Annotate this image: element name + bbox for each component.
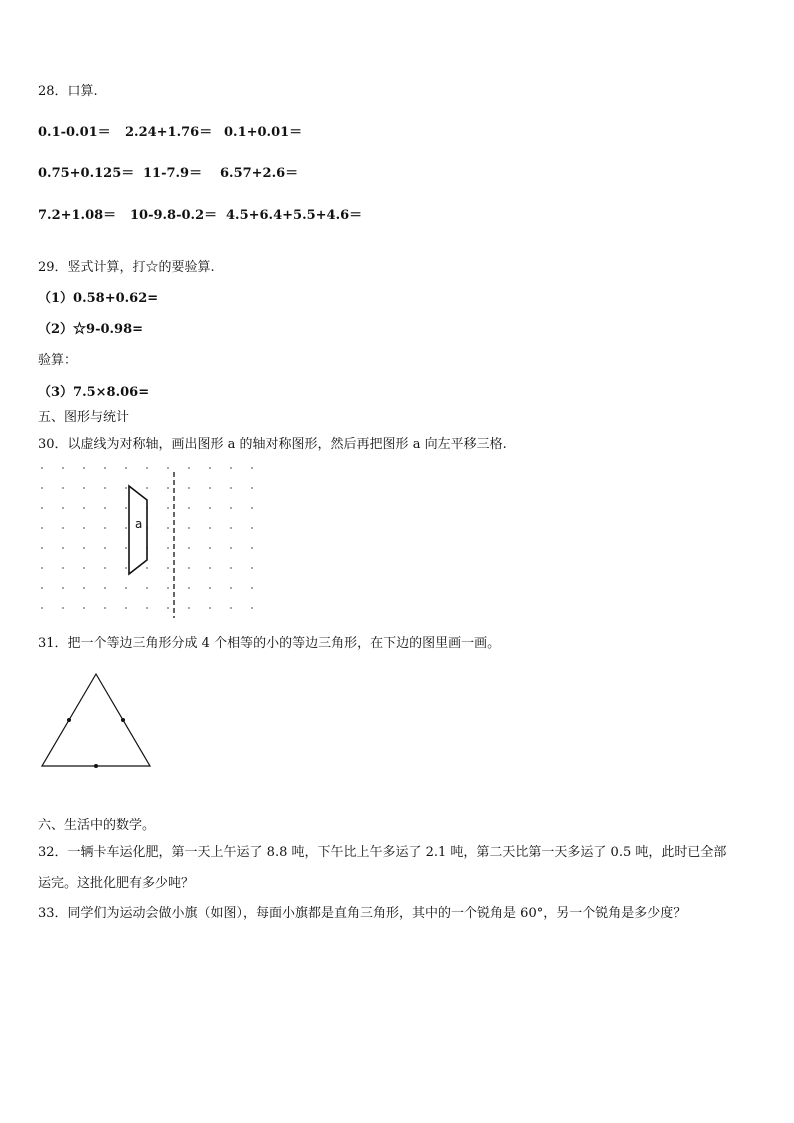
grid-dot bbox=[146, 567, 148, 569]
q29-check-label: 验算： bbox=[38, 353, 78, 368]
grid-dot bbox=[125, 487, 127, 489]
grid-dot bbox=[167, 527, 169, 529]
shape-a-label: a bbox=[135, 517, 143, 531]
grid-dot bbox=[104, 567, 106, 569]
grid-dot bbox=[41, 567, 43, 569]
section-6-heading: 六、生活中的数学。 bbox=[38, 818, 156, 833]
grid-dot bbox=[125, 567, 127, 569]
grid-dot bbox=[125, 587, 127, 589]
q28-expr: 4.5+6.4+5.5+4.6＝ bbox=[226, 208, 363, 223]
grid-dot bbox=[83, 467, 85, 469]
grid-dot bbox=[209, 507, 211, 509]
grid-dot bbox=[41, 587, 43, 589]
grid-dot bbox=[188, 587, 190, 589]
grid-dot bbox=[230, 607, 232, 609]
grid-dot bbox=[62, 567, 64, 569]
section-5-heading: 五、图形与统计 bbox=[38, 410, 130, 425]
grid-dot bbox=[104, 507, 106, 509]
q28-title: 28．口算. bbox=[38, 84, 98, 99]
q32-line-2: 运完。这批化肥有多少吨？ bbox=[38, 876, 195, 891]
midpoint-right-dot bbox=[121, 718, 125, 722]
grid-dot bbox=[251, 487, 253, 489]
grid-dot bbox=[230, 567, 232, 569]
grid-dot bbox=[62, 507, 64, 509]
grid-dot bbox=[125, 507, 127, 509]
q28-expr: 0.75+0.125＝ bbox=[38, 166, 135, 181]
grid-dot bbox=[167, 487, 169, 489]
grid-dot bbox=[209, 547, 211, 549]
grid-dot bbox=[188, 527, 190, 529]
grid-dot bbox=[146, 607, 148, 609]
grid-dot bbox=[167, 467, 169, 469]
grid-dot bbox=[251, 587, 253, 589]
midpoint-bottom-dot bbox=[94, 764, 98, 768]
grid-dot bbox=[209, 607, 211, 609]
grid-dot bbox=[209, 567, 211, 569]
q32-line-1: 32．一辆卡车运化肥，第一天上午运了 8.8 吨，下午比上午多运了 2.1 吨，第二天比第一天多运了 0.5 吨，此时已全部 bbox=[38, 845, 727, 860]
grid-dot bbox=[62, 527, 64, 529]
grid-dot bbox=[41, 507, 43, 509]
grid-dot bbox=[62, 467, 64, 469]
grid-dot bbox=[83, 587, 85, 589]
q30-title: 30．以虚线为对称轴，画出图形 a 的轴对称图形，然后再把图形 a 向左平移三格. bbox=[38, 437, 507, 452]
grid-dot bbox=[146, 487, 148, 489]
grid-dot bbox=[41, 487, 43, 489]
grid-dot bbox=[188, 467, 190, 469]
grid-dot bbox=[104, 607, 106, 609]
grid-dot bbox=[188, 507, 190, 509]
equilateral-triangle bbox=[42, 674, 150, 766]
grid-dot bbox=[209, 527, 211, 529]
grid-dot bbox=[62, 607, 64, 609]
grid-dot bbox=[167, 507, 169, 509]
grid-dot bbox=[209, 487, 211, 489]
q28-expr: 0.1+0.01＝ bbox=[224, 125, 303, 140]
grid-dot bbox=[167, 567, 169, 569]
grid-dot bbox=[188, 567, 190, 569]
q29-item-2: （2）☆9-0.98= bbox=[38, 322, 144, 337]
grid-dot bbox=[167, 547, 169, 549]
grid-dot bbox=[167, 607, 169, 609]
grid-dot bbox=[251, 607, 253, 609]
q28-expr: 0.1-0.01＝ bbox=[38, 125, 111, 140]
grid-dot bbox=[41, 467, 43, 469]
grid-dot bbox=[83, 507, 85, 509]
q29-item-3: （3）7.5×8.06= bbox=[38, 385, 150, 400]
grid-dot bbox=[230, 547, 232, 549]
grid-dot bbox=[41, 547, 43, 549]
q29-item-1: （1）0.58+0.62= bbox=[38, 291, 159, 306]
grid-dot bbox=[125, 467, 127, 469]
grid-dot bbox=[104, 547, 106, 549]
q29-title: 29．竖式计算，打☆的要验算. bbox=[38, 260, 215, 275]
grid-dot bbox=[251, 527, 253, 529]
grid-dot bbox=[230, 467, 232, 469]
grid-dot bbox=[251, 547, 253, 549]
midpoint-left-dot bbox=[67, 718, 71, 722]
grid-dot bbox=[41, 607, 43, 609]
grid-dot bbox=[83, 567, 85, 569]
grid-dot bbox=[83, 487, 85, 489]
grid-dot bbox=[251, 567, 253, 569]
q28-expr: 6.57+2.6＝ bbox=[220, 166, 299, 181]
grid-dot bbox=[188, 607, 190, 609]
grid-dot bbox=[62, 487, 64, 489]
q28-expr: 11-7.9＝ bbox=[143, 166, 203, 181]
grid-dot bbox=[104, 587, 106, 589]
grid-dot bbox=[188, 487, 190, 489]
grid-dot bbox=[167, 587, 169, 589]
grid-dot bbox=[209, 587, 211, 589]
grid-dot bbox=[83, 527, 85, 529]
grid-dot bbox=[104, 467, 106, 469]
grid-dot bbox=[83, 607, 85, 609]
grid-dot bbox=[62, 587, 64, 589]
grid-dot bbox=[209, 467, 211, 469]
grid-dot bbox=[188, 547, 190, 549]
q31-equilateral-triangle-figure bbox=[38, 670, 156, 774]
grid-dot bbox=[104, 487, 106, 489]
grid-dot bbox=[125, 607, 127, 609]
grid-dot bbox=[146, 587, 148, 589]
grid-dot bbox=[83, 547, 85, 549]
grid-dot bbox=[230, 507, 232, 509]
grid-dot bbox=[125, 527, 127, 529]
grid-dot bbox=[230, 587, 232, 589]
grid-dot bbox=[251, 467, 253, 469]
grid-dot bbox=[41, 527, 43, 529]
grid-dot bbox=[230, 487, 232, 489]
grid-dot bbox=[230, 527, 232, 529]
q33-title: 33．同学们为运动会做小旗（如图），每面小旗都是直角三角形，其中的一个锐角是 60°，另一个锐角是多少度？ bbox=[38, 906, 687, 921]
q28-expr: 7.2+1.08＝ bbox=[38, 208, 117, 223]
q28-expr: 10-9.8-0.2＝ bbox=[130, 208, 218, 223]
grid-dot bbox=[104, 527, 106, 529]
grid-dot bbox=[62, 547, 64, 549]
q31-title: 31．把一个等边三角形分成 4 个相等的小的等边三角形，在下边的图里画一画。 bbox=[38, 636, 501, 651]
grid-dot bbox=[146, 467, 148, 469]
q28-expr: 2.24+1.76＝ bbox=[125, 125, 213, 140]
grid-dot bbox=[251, 507, 253, 509]
q30-dot-grid-figure bbox=[36, 462, 266, 622]
grid-dot bbox=[125, 547, 127, 549]
